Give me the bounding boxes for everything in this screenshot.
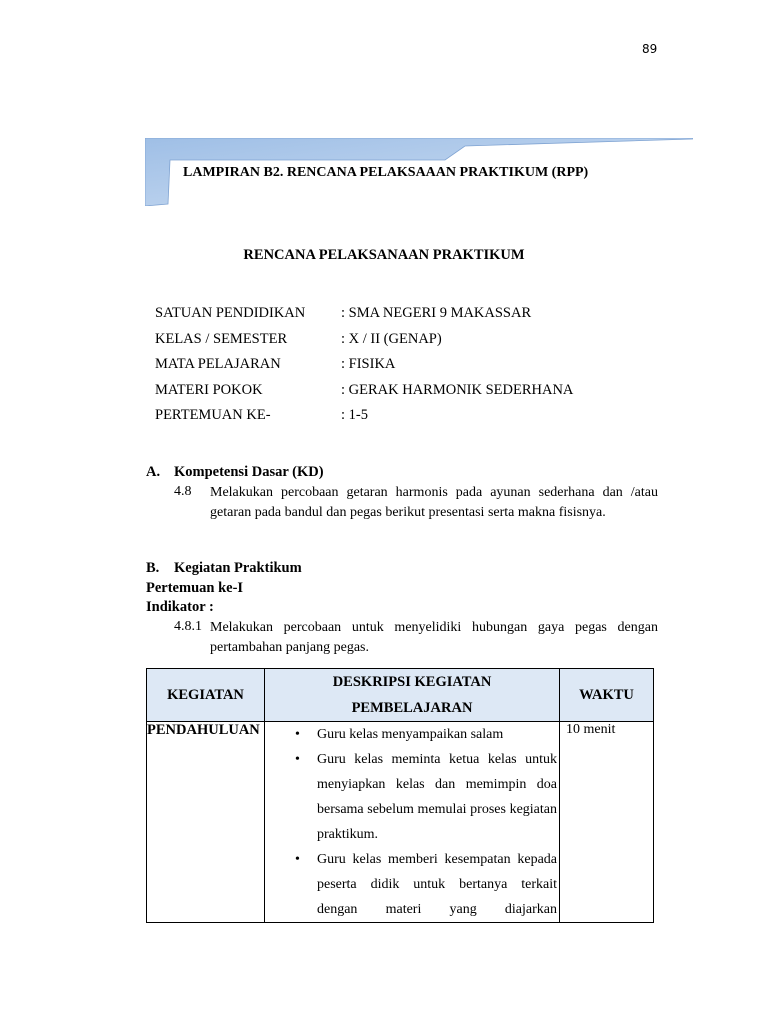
- section-b-title: Kegiatan Praktikum: [174, 560, 302, 576]
- identity-row: [155, 352, 573, 378]
- identity-row: [155, 378, 573, 404]
- section-a-title: Kompetensi Dasar (KD): [174, 464, 324, 480]
- indicator-label: Indikator :: [146, 599, 214, 615]
- header-kegiatan: KEGIATAN: [147, 669, 265, 722]
- identity-row: [155, 327, 573, 353]
- appendix-title: LAMPIRAN B2. RENCANA PELAKSAAAN PRAKTIKUM (RPP): [183, 165, 589, 180]
- meeting-label: Pertemuan ke-I: [146, 580, 244, 596]
- section-b-heading: [146, 560, 302, 577]
- identity-key: MATA PELAJARAN: [155, 356, 281, 373]
- header-deskripsi-text: DESKRIPSI KEGIATAN PEMBELAJARAN: [332, 674, 492, 716]
- section-a-heading: [146, 464, 324, 481]
- table-row: [147, 722, 654, 923]
- list-item: [265, 722, 557, 747]
- indicator-text: Melakukan percobaan untuk menyelidiki hubungan gaya pegas dengan pertambahan panjang pegas.: [210, 620, 658, 655]
- section-b-letter: B.: [146, 560, 160, 576]
- document-title: RENCANA PELAKSANAAN PRAKTIKUM: [243, 247, 525, 263]
- description-cell: [265, 722, 560, 923]
- section-a-letter: A.: [146, 464, 161, 480]
- identity-key: MATERI POKOK: [155, 381, 263, 398]
- list-item: [265, 747, 557, 847]
- activity-table-header-row: [147, 669, 654, 722]
- kd-text: Melakukan percobaan getaran harmonis pada ayunan sederhana dan /atau getaran pada bandul dan pegas berikut presentasi serta makna fisisnya.: [210, 485, 658, 520]
- bullet-icon: •: [295, 852, 300, 867]
- kd-number: 4.8: [174, 484, 192, 499]
- identity-value: : 1-5: [341, 407, 368, 424]
- identity-value: : SMA NEGERI 9 MAKASSAR: [341, 305, 532, 322]
- bullet-icon: •: [295, 727, 300, 742]
- description-text: Guru kelas memberi kesempatan kepada peserta didik untuk bertanya terkait dengan materi yang diajarkan: [317, 852, 557, 917]
- identity-row: [155, 403, 573, 429]
- activity-table: [146, 668, 654, 923]
- description-text: Guru kelas menyampaikan salam: [317, 727, 504, 742]
- page-number: 89: [642, 42, 658, 56]
- description-list: [265, 722, 559, 922]
- list-item: [265, 847, 557, 922]
- header-waktu: WAKTU: [560, 669, 654, 722]
- identity-key: SATUAN PENDIDIKAN: [155, 305, 306, 322]
- identity-value: : FISIKA: [341, 356, 396, 373]
- identity-value: : GERAK HARMONIK SEDERHANA: [341, 381, 574, 398]
- header-deskripsi: [265, 669, 560, 722]
- identity-key: KELAS / SEMESTER: [155, 330, 288, 347]
- identity-value: : X / II (GENAP): [341, 330, 442, 347]
- kegiatan-cell: PENDAHULUAN: [147, 722, 265, 923]
- indicator-number: 4.8.1: [174, 619, 202, 634]
- waktu-cell: 10 menit: [560, 722, 654, 923]
- identity-row: [155, 301, 573, 327]
- identity-key: PERTEMUAN KE-: [155, 407, 271, 424]
- bullet-icon: •: [295, 752, 300, 767]
- identity-table: [155, 301, 573, 429]
- description-text: Guru kelas meminta ketua kelas untuk menyiapkan kelas dan memimpin doa bersama sebelum memulai proses kegiatan praktikum.: [317, 752, 557, 842]
